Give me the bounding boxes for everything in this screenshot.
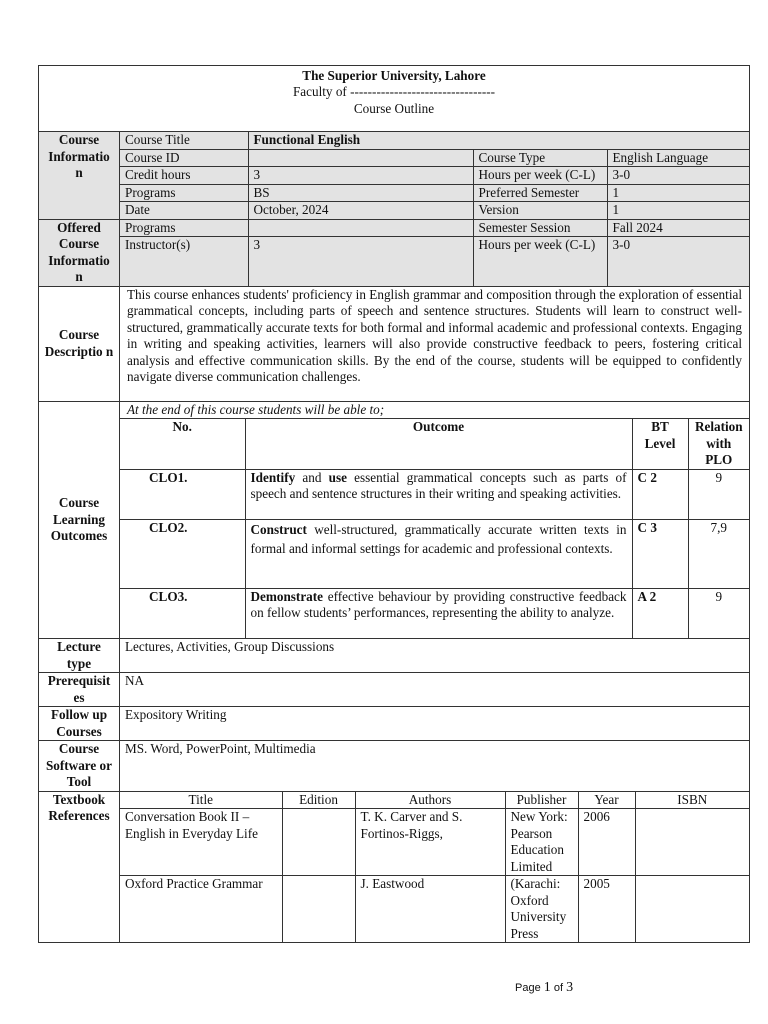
textbook-header-isbn: ISBN bbox=[635, 792, 749, 809]
clo-row bbox=[120, 588, 749, 638]
credit-hours-label: Credit hours bbox=[120, 167, 248, 185]
date-label: Date bbox=[120, 202, 248, 219]
clo-header-outcome: Outcome bbox=[245, 419, 632, 470]
version-label: Version bbox=[473, 202, 607, 219]
course-description-text: This course enhances students' proficiency in English grammar and composition through the exploration of essential grammatical concepts, including parts of speech and sentence structures. Students will learn to construct well-structured, grammatically accurate texts for both formal and informal academic and professional contexts. Engaging in writing and speaking activities, learners will also provide constructive feedback to peers, fostering critical analysis and effective communication skills. By the end of the course, students will be equipped to confidently navigate diverse communication challenges. bbox=[120, 286, 750, 401]
instructor-value: 3 bbox=[248, 237, 473, 286]
course-outline-document bbox=[38, 65, 749, 943]
semester-session-value: Fall 2024 bbox=[607, 220, 749, 237]
textbook-year: 2006 bbox=[578, 809, 635, 876]
textbook-isbn bbox=[635, 876, 749, 943]
clo-table bbox=[120, 418, 749, 638]
course-information-grid bbox=[120, 132, 749, 219]
course-type-label: Course Type bbox=[473, 149, 607, 167]
clo-row bbox=[120, 469, 749, 519]
clo-intro: At the end of this course students will be able to; bbox=[127, 401, 385, 417]
university-name: The Superior University, Lahore bbox=[302, 68, 486, 83]
clo-header-plo: Relation with PLO bbox=[688, 419, 749, 470]
course-id-label: Course ID bbox=[120, 149, 248, 167]
course-learning-outcomes-label: Course Learning Outcomes bbox=[39, 401, 120, 639]
offered-course-information-label: Offered Course Informatio n bbox=[39, 219, 120, 286]
preferred-semester-label: Preferred Semester bbox=[473, 184, 607, 202]
date-value: October, 2024 bbox=[248, 202, 473, 219]
semester-session-label: Semester Session bbox=[473, 220, 607, 237]
textbook-header-title: Title bbox=[120, 792, 282, 809]
lecture-type-label: Lecture type bbox=[39, 639, 120, 673]
offered-programs-label: Programs bbox=[120, 220, 248, 237]
clo-bt-level: A 2 bbox=[632, 588, 688, 638]
version-value: 1 bbox=[607, 202, 749, 219]
clo-bt-level: C 3 bbox=[632, 519, 688, 588]
faculty-line: Faculty of --------------------------------- bbox=[292, 84, 496, 100]
course-title-label: Course Title bbox=[120, 132, 248, 149]
textbook-title: Oxford Practice Grammar bbox=[120, 876, 282, 943]
course-id-value bbox=[248, 149, 473, 167]
clo-plo: 7,9 bbox=[688, 519, 749, 588]
clo-header-bt-level: BT Level bbox=[632, 419, 688, 470]
page-word: Page bbox=[515, 982, 541, 994]
page-number: 1 bbox=[543, 980, 551, 995]
page-total: 3 bbox=[566, 980, 574, 995]
clo-bt-level: C 2 bbox=[632, 469, 688, 519]
textbook-publisher: New York: Pearson Education Limited bbox=[505, 809, 578, 876]
textbook-row bbox=[120, 809, 749, 876]
textbook-publisher: (Karachi: Oxford University Press bbox=[505, 876, 578, 943]
programs-value: BS bbox=[248, 184, 473, 202]
of-word: of bbox=[553, 982, 564, 994]
credit-hours-value: 3 bbox=[248, 167, 473, 185]
clo-number: CLO1. bbox=[120, 469, 245, 519]
instructor-label: Instructor(s) bbox=[120, 237, 248, 286]
page-footer bbox=[515, 980, 573, 996]
preferred-semester-value: 1 bbox=[607, 184, 749, 202]
hours-per-week-value: 3-0 bbox=[607, 167, 749, 185]
offered-course-grid bbox=[120, 220, 749, 286]
course-software-value: MS. Word, PowerPoint, Multimedia bbox=[120, 741, 750, 792]
clo-number: CLO3. bbox=[120, 588, 245, 638]
textbook-header-year: Year bbox=[578, 792, 635, 809]
follow-up-courses-value: Expository Writing bbox=[120, 707, 750, 741]
clo-outcome: Identify and use essential grammatical concepts such as parts of speech and sentence structures in their writing and speaking activities. bbox=[245, 469, 632, 519]
textbook-authors: T. K. Carver and S. Fortinos-Riggs, bbox=[355, 809, 505, 876]
hours-per-week-label: Hours per week (C-L) bbox=[473, 167, 607, 185]
clo-number: CLO2. bbox=[120, 519, 245, 588]
textbook-edition bbox=[282, 809, 355, 876]
textbook-edition bbox=[282, 876, 355, 943]
clo-row bbox=[120, 519, 749, 588]
follow-up-courses-label: Follow up Courses bbox=[39, 707, 120, 741]
textbook-authors: J. Eastwood bbox=[355, 876, 505, 943]
textbook-isbn bbox=[635, 809, 749, 876]
document-title: Course Outline bbox=[353, 100, 435, 116]
clo-header-no: No. bbox=[120, 419, 245, 470]
document-header bbox=[39, 66, 750, 132]
offered-hours-per-week-value: 3-0 bbox=[607, 237, 749, 286]
textbook-header-edition: Edition bbox=[282, 792, 355, 809]
clo-plo: 9 bbox=[688, 588, 749, 638]
textbook-year: 2005 bbox=[578, 876, 635, 943]
textbook-table bbox=[120, 792, 749, 943]
programs-label: Programs bbox=[120, 184, 248, 202]
textbook-header-authors: Authors bbox=[355, 792, 505, 809]
course-software-label: Course Software or Tool bbox=[39, 741, 120, 792]
prerequisites-label: Prerequisit es bbox=[39, 673, 120, 707]
textbook-references-label: Textbook References bbox=[39, 791, 120, 943]
course-information-label: Course Informatio n bbox=[39, 132, 120, 220]
textbook-header-publisher: Publisher bbox=[505, 792, 578, 809]
clo-outcome: Construct well-structured, grammatically accurate written texts in formal and informal settings for academic and professional contexts. bbox=[245, 519, 632, 588]
textbook-title: Conversation Book II – English in Everyday Life bbox=[120, 809, 282, 876]
textbook-row bbox=[120, 876, 749, 943]
course-title-value: Functional English bbox=[248, 132, 749, 149]
course-type-value: English Language bbox=[607, 149, 749, 167]
offered-hours-per-week-label: Hours per week (C-L) bbox=[473, 237, 607, 286]
lecture-type-value: Lectures, Activities, Group Discussions bbox=[120, 639, 750, 673]
prerequisites-value: NA bbox=[120, 673, 750, 707]
offered-programs-value bbox=[248, 220, 473, 237]
clo-outcome: Demonstrate effective behaviour by providing constructive feedback on fellow students’ performances, representing the ability to analyze. bbox=[245, 588, 632, 638]
clo-plo: 9 bbox=[688, 469, 749, 519]
course-description-label: Course Descriptio n bbox=[39, 286, 120, 401]
course-outline-table bbox=[38, 65, 750, 943]
